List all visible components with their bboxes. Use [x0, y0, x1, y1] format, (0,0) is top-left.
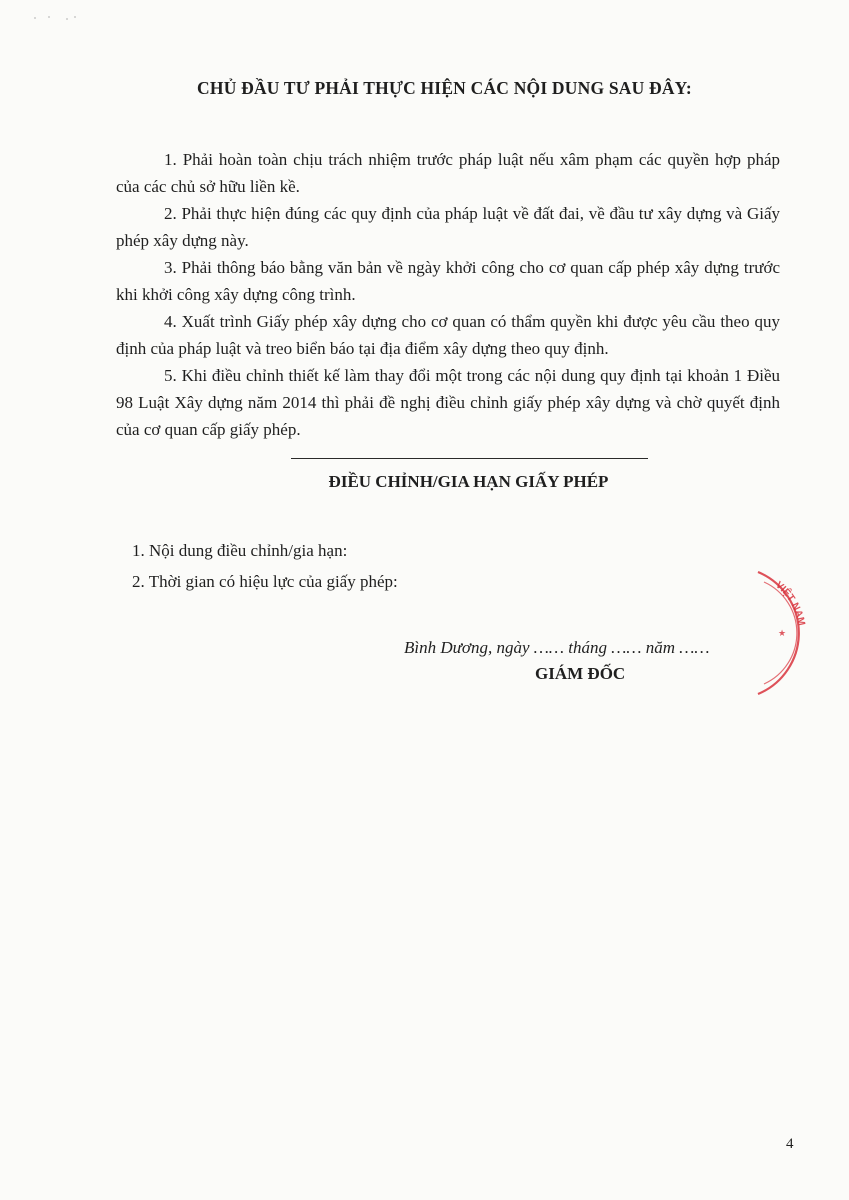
scan-artifact: [30, 16, 90, 20]
stamp-text: VIỆT NAM: [773, 579, 807, 627]
validity-period-field: 2. Thời gian có hiệu lực của giấy phép:: [132, 572, 398, 591]
official-seal-stamp: [730, 566, 820, 696]
obligation-item-1: 1. Phải hoàn toàn chịu trách nhiệm trước pháp luật nếu xâm phạm các quyền hợp pháp của các chủ sở hữu liền kề.: [116, 150, 780, 196]
page-number: 4: [786, 1136, 794, 1152]
adjustment-content-field: 1. Nội dung điều chỉnh/gia hạn:: [132, 541, 348, 560]
svg-text:★: ★: [778, 628, 787, 638]
obligation-item-3: 3. Phải thông báo bằng văn bản về ngày khởi công cho cơ quan cấp phép xây dựng trước khi khởi công xây dựng công trình.: [116, 258, 780, 304]
obligation-item-2: 2. Phải thực hiện đúng các quy định của pháp luật về đất đai, về đầu tư xây dựng và Giấy phép xây dựng này.: [116, 204, 780, 250]
obligation-item-5: 5. Khi điều chỉnh thiết kế làm thay đổi một trong các nội dung quy định tại khoản 1 Điều 98 Luật Xây dựng năm 2014 thì phải đề nghị điều chỉnh giấy phép xây dựng và chờ quyết định của cơ quan cấp giấy phép.: [116, 366, 780, 439]
section-divider: [291, 458, 648, 459]
section-heading: ĐIỀU CHỈNH/GIA HẠN GIẤY PHÉP: [328, 472, 609, 491]
signature-title: GIÁM ĐỐC: [535, 664, 626, 683]
signature-place-date: Bình Dương, ngày …… tháng …… năm ……: [404, 638, 710, 657]
page-heading: CHỦ ĐẦU TƯ PHẢI THỰC HIỆN CÁC NỘI DUNG SAU ĐÂY:: [197, 78, 692, 98]
obligation-item-4: 4. Xuất trình Giấy phép xây dựng cho cơ quan có thẩm quyền khi được yêu cầu theo quy định của pháp luật và treo biển báo tại địa điểm xây dựng theo quy định.: [116, 312, 780, 358]
